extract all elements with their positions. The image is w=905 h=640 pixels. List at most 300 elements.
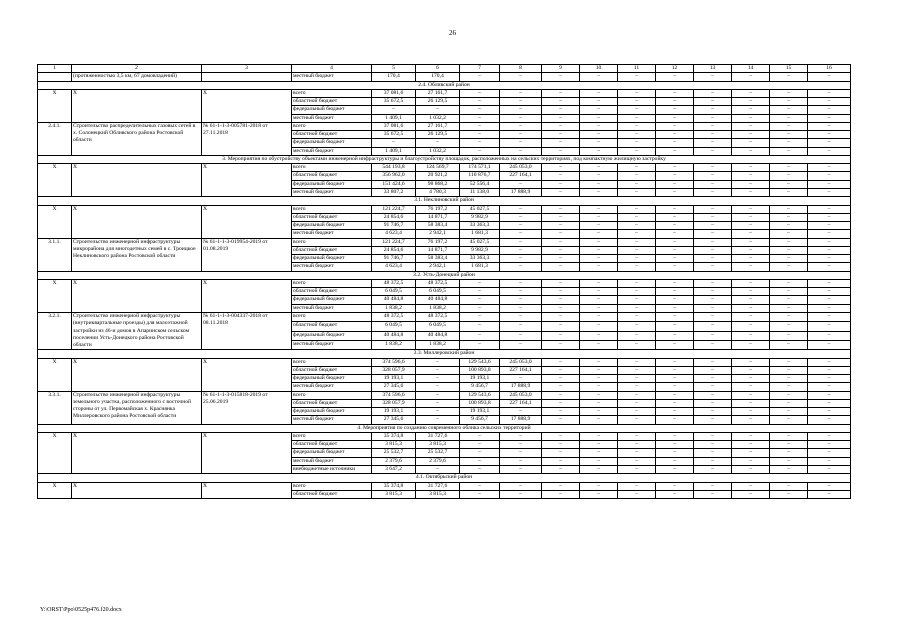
amount-cell: –: [542, 331, 580, 340]
amount-cell: –: [808, 391, 851, 399]
amount-cell: –: [656, 279, 694, 287]
amount-cell: –: [732, 358, 770, 366]
amount-cell: –: [770, 279, 808, 287]
section-title: 3.3. Миллеровский район: [38, 350, 851, 358]
amount-cell: –: [656, 408, 694, 416]
amount-cell: –: [732, 312, 770, 321]
amount-cell: –: [808, 205, 851, 213]
amount-cell: –: [500, 490, 542, 498]
amount-cell: –: [416, 375, 460, 383]
amount-cell: –: [808, 147, 851, 155]
column-number-cell: 11: [618, 65, 656, 73]
amount-cell: –: [656, 482, 694, 490]
amount-cell: –: [770, 312, 808, 321]
amount-cell: 91 746,7: [372, 255, 416, 263]
amount-cell: –: [808, 246, 851, 254]
amount-cell: 35 374,8: [372, 482, 416, 490]
amount-cell: 1 681,3: [460, 263, 500, 271]
amount-cell: –: [770, 230, 808, 238]
amount-cell: 3 815,3: [372, 441, 416, 449]
amount-cell: –: [500, 288, 542, 296]
funding-source: областной бюджет: [292, 441, 372, 449]
amount-cell: –: [542, 482, 580, 490]
funding-source: областной бюджет: [292, 399, 372, 407]
amount-cell: –: [500, 230, 542, 238]
amount-cell: –: [770, 180, 808, 188]
amount-cell: –: [732, 482, 770, 490]
amount-cell: –: [656, 98, 694, 106]
amount-cell: 1 681,3: [460, 230, 500, 238]
column-number-cell: 1: [38, 65, 72, 73]
amount-cell: –: [372, 139, 416, 147]
amount-cell: 1 409,1: [372, 114, 416, 122]
amount-cell: –: [732, 288, 770, 296]
amount-cell: 27 161,7: [416, 89, 460, 97]
amount-cell: –: [416, 139, 460, 147]
section-row: [38, 424, 851, 432]
amount-cell: 328 057,9: [372, 399, 416, 407]
object-name: Х: [72, 432, 202, 473]
amount-cell: –: [770, 89, 808, 97]
amount-cell: –: [580, 238, 618, 246]
funding-source: областной бюджет: [292, 213, 372, 221]
expertise-conclusion: № 61-1-1-3-019954-2019 от 01.08.2019: [202, 238, 292, 271]
funding-source: федеральный бюджет: [292, 331, 372, 340]
amount-cell: –: [618, 255, 656, 263]
amount-cell: –: [694, 416, 732, 424]
funding-source: федеральный бюджет: [292, 408, 372, 416]
amount-cell: –: [694, 255, 732, 263]
table-row: [38, 238, 851, 246]
amount-cell: –: [542, 304, 580, 312]
amount-cell: –: [694, 106, 732, 114]
amount-cell: 19 193,1: [372, 375, 416, 383]
section-row: [38, 474, 851, 482]
amount-cell: –: [460, 114, 500, 122]
amount-cell: 9 982,9: [460, 213, 500, 221]
amount-cell: 26 129,5: [416, 98, 460, 106]
amount-cell: 544 193,8: [372, 164, 416, 172]
section-row: [38, 81, 851, 89]
amount-cell: 76 197,2: [416, 205, 460, 213]
amount-cell: –: [770, 238, 808, 246]
amount-cell: –: [808, 416, 851, 424]
amount-cell: 356 962,0: [372, 172, 416, 180]
object-name: Строительство инженерной инфраструктуры микрорайона для многодетных семей в с. Троицкое Неклиновского района Ростовской области: [72, 238, 202, 271]
amount-cell: 4 623,4: [372, 263, 416, 271]
amount-cell: 19 193,1: [460, 408, 500, 416]
amount-cell: –: [694, 279, 732, 287]
amount-cell: –: [732, 98, 770, 106]
amount-cell: –: [732, 391, 770, 399]
amount-cell: 110 876,7: [460, 172, 500, 180]
amount-cell: –: [770, 383, 808, 391]
amount-cell: –: [770, 147, 808, 155]
amount-cell: –: [542, 213, 580, 221]
amount-cell: –: [460, 98, 500, 106]
amount-cell: –: [460, 106, 500, 114]
amount-cell: –: [732, 255, 770, 263]
amount-cell: –: [732, 416, 770, 424]
amount-cell: 37 081,6: [372, 122, 416, 130]
amount-cell: –: [542, 131, 580, 139]
object-name: Х: [72, 89, 202, 122]
amount-cell: –: [808, 213, 851, 221]
amount-cell: –: [500, 296, 542, 304]
table-row: [38, 122, 851, 130]
amount-cell: –: [500, 375, 542, 383]
header-row: [38, 65, 851, 73]
amount-cell: –: [694, 466, 732, 474]
amount-cell: –: [542, 432, 580, 440]
section-row: [38, 271, 851, 279]
amount-cell: 374 596,6: [372, 391, 416, 399]
amount-cell: –: [656, 312, 694, 321]
funding-source: областной бюджет: [292, 98, 372, 106]
amount-cell: –: [732, 213, 770, 221]
table-row: [38, 279, 851, 287]
row-number: Х: [38, 164, 72, 197]
expertise-conclusion: Х: [202, 89, 292, 122]
amount-cell: –: [808, 340, 851, 349]
amount-cell: –: [770, 416, 808, 424]
row-number: Х: [38, 482, 72, 499]
amount-cell: 91 746,7: [372, 222, 416, 230]
amount-cell: –: [732, 139, 770, 147]
funding-source: федеральный бюджет: [292, 222, 372, 230]
amount-cell: 40 484,8: [416, 331, 460, 340]
amount-cell: –: [542, 358, 580, 366]
amount-cell: –: [500, 122, 542, 130]
amount-cell: –: [808, 296, 851, 304]
amount-cell: –: [732, 122, 770, 130]
amount-cell: –: [618, 366, 656, 374]
amount-cell: –: [460, 304, 500, 312]
amount-cell: –: [580, 466, 618, 474]
amount-cell: –: [542, 383, 580, 391]
amount-cell: –: [542, 106, 580, 114]
amount-cell: –: [500, 279, 542, 287]
amount-cell: 9 982,9: [460, 246, 500, 254]
funding-source: всего: [292, 358, 372, 366]
row-number: Х: [38, 358, 72, 391]
funding-source: местный бюджет: [292, 416, 372, 424]
funding-source: областной бюджет: [292, 366, 372, 374]
amount-cell: –: [732, 246, 770, 254]
amount-cell: 1 838,2: [372, 304, 416, 312]
amount-cell: –: [656, 238, 694, 246]
amount-cell: –: [808, 375, 851, 383]
expertise-conclusion: Х: [202, 205, 292, 238]
amount-cell: –: [694, 482, 732, 490]
amount-cell: –: [580, 89, 618, 97]
amount-cell: –: [542, 322, 580, 331]
amount-cell: –: [732, 131, 770, 139]
amount-cell: –: [580, 432, 618, 440]
amount-cell: –: [460, 147, 500, 155]
amount-cell: –: [770, 391, 808, 399]
amount-cell: –: [656, 230, 694, 238]
funding-source: всего: [292, 164, 372, 172]
funding-source: областной бюджет: [292, 322, 372, 331]
funding-source: всего: [292, 432, 372, 440]
expertise-conclusion: Х: [202, 432, 292, 473]
amount-cell: –: [542, 164, 580, 172]
amount-cell: –: [500, 98, 542, 106]
object-name: Строительство инженерной инфраструктуры земельного участка, расположенного с восточной стороны от ул. Первомайская х. Краснянка Миллеровского района Ростовской области: [72, 391, 202, 424]
amount-cell: –: [656, 114, 694, 122]
amount-cell: –: [580, 164, 618, 172]
amount-cell: –: [542, 288, 580, 296]
amount-cell: –: [694, 296, 732, 304]
amount-cell: –: [416, 399, 460, 407]
amount-cell: 27 345,6: [372, 416, 416, 424]
amount-cell: 2 942,1: [416, 230, 460, 238]
amount-cell: –: [580, 263, 618, 271]
amount-cell: 121 224,7: [372, 205, 416, 213]
row-number: 3.1.1.: [38, 238, 72, 271]
amount-cell: –: [580, 312, 618, 321]
amount-cell: –: [694, 383, 732, 391]
amount-cell: –: [542, 188, 580, 196]
amount-cell: –: [770, 288, 808, 296]
amount-cell: –: [694, 399, 732, 407]
amount-cell: –: [500, 222, 542, 230]
amount-cell: 227 164,1: [500, 399, 542, 407]
amount-cell: –: [732, 238, 770, 246]
amount-cell: –: [694, 222, 732, 230]
amount-cell: 3 815,3: [372, 490, 416, 498]
amount-cell: –: [460, 441, 500, 449]
amount-cell: –: [618, 106, 656, 114]
amount-cell: –: [500, 331, 542, 340]
funding-source: местный бюджет: [292, 263, 372, 271]
amount-cell: 2 942,1: [416, 263, 460, 271]
amount-cell: –: [580, 331, 618, 340]
amount-cell: 24 854,6: [372, 213, 416, 221]
amount-cell: 1 838,2: [416, 304, 460, 312]
amount-cell: –: [542, 312, 580, 321]
amount-cell: –: [770, 188, 808, 196]
amount-cell: 48 372,5: [416, 279, 460, 287]
amount-cell: –: [618, 391, 656, 399]
amount-cell: –: [808, 114, 851, 122]
amount-cell: –: [542, 457, 580, 465]
amount-cell: –: [500, 312, 542, 321]
amount-cell: –: [500, 106, 542, 114]
amount-cell: –: [580, 482, 618, 490]
amount-cell: –: [580, 304, 618, 312]
amount-cell: –: [460, 73, 500, 81]
amount-cell: –: [580, 230, 618, 238]
amount-cell: –: [580, 122, 618, 130]
amount-cell: –: [656, 89, 694, 97]
amount-cell: 1 032,2: [416, 147, 460, 155]
amount-cell: –: [808, 255, 851, 263]
amount-cell: –: [500, 73, 542, 81]
amount-cell: –: [770, 106, 808, 114]
amount-cell: –: [808, 172, 851, 180]
amount-cell: –: [770, 441, 808, 449]
amount-cell: –: [770, 466, 808, 474]
amount-cell: –: [770, 222, 808, 230]
amount-cell: –: [580, 188, 618, 196]
amount-cell: –: [542, 279, 580, 287]
amount-cell: –: [808, 122, 851, 130]
amount-cell: 58 383,4: [416, 222, 460, 230]
amount-cell: –: [460, 490, 500, 498]
amount-cell: –: [656, 331, 694, 340]
amount-cell: –: [656, 296, 694, 304]
amount-cell: –: [618, 490, 656, 498]
amount-cell: 4 780,3: [416, 188, 460, 196]
amount-cell: –: [580, 139, 618, 147]
amount-cell: –: [500, 432, 542, 440]
amount-cell: 1 838,2: [372, 340, 416, 349]
amount-cell: –: [694, 205, 732, 213]
expertise-conclusion: Х: [202, 279, 292, 312]
amount-cell: –: [542, 246, 580, 254]
amount-cell: –: [618, 230, 656, 238]
amount-cell: –: [732, 147, 770, 155]
amount-cell: –: [656, 366, 694, 374]
amount-cell: –: [500, 255, 542, 263]
amount-cell: 9 456,7: [460, 416, 500, 424]
amount-cell: –: [732, 205, 770, 213]
amount-cell: –: [808, 106, 851, 114]
amount-cell: –: [618, 399, 656, 407]
amount-cell: –: [542, 399, 580, 407]
column-number-cell: 16: [808, 65, 851, 73]
expertise-conclusion: № 61-1-1-3-004337-2018 от 08.11.2018: [202, 312, 292, 349]
amount-cell: –: [808, 383, 851, 391]
amount-cell: 45 027,5: [460, 205, 500, 213]
amount-cell: –: [580, 399, 618, 407]
amount-cell: –: [694, 441, 732, 449]
amount-cell: –: [500, 466, 542, 474]
amount-cell: –: [500, 238, 542, 246]
amount-cell: –: [656, 399, 694, 407]
amount-cell: –: [542, 139, 580, 147]
table-row: [38, 358, 851, 366]
amount-cell: –: [694, 288, 732, 296]
amount-cell: –: [808, 188, 851, 196]
amount-cell: 52 556,4: [460, 180, 500, 188]
section-row: [38, 155, 851, 163]
amount-cell: –: [656, 441, 694, 449]
object-name: Х: [72, 205, 202, 238]
amount-cell: –: [694, 172, 732, 180]
amount-cell: –: [542, 222, 580, 230]
column-number-cell: 9: [542, 65, 580, 73]
amount-cell: –: [694, 375, 732, 383]
amount-cell: –: [618, 288, 656, 296]
amount-cell: –: [732, 188, 770, 196]
funding-source: местный бюджет: [292, 457, 372, 465]
amount-cell: –: [694, 408, 732, 416]
amount-cell: –: [808, 408, 851, 416]
amount-cell: –: [542, 98, 580, 106]
amount-cell: –: [732, 322, 770, 331]
amount-cell: –: [732, 366, 770, 374]
funding-source: федеральный бюджет: [292, 449, 372, 457]
page-number: 26: [449, 29, 456, 37]
amount-cell: –: [500, 213, 542, 221]
amount-cell: 3 815,3: [416, 441, 460, 449]
amount-cell: –: [694, 114, 732, 122]
amount-cell: –: [694, 263, 732, 271]
amount-cell: 1 409,1: [372, 147, 416, 155]
amount-cell: –: [580, 114, 618, 122]
amount-cell: –: [770, 139, 808, 147]
amount-cell: –: [460, 131, 500, 139]
amount-cell: 129 543,6: [460, 358, 500, 366]
amount-cell: –: [618, 263, 656, 271]
amount-cell: –: [460, 482, 500, 490]
amount-cell: 4 623,4: [372, 230, 416, 238]
amount-cell: –: [694, 180, 732, 188]
row-number: 3.3.1.: [38, 391, 72, 424]
amount-cell: –: [416, 358, 460, 366]
amount-cell: –: [580, 73, 618, 81]
amount-cell: –: [580, 391, 618, 399]
amount-cell: –: [732, 432, 770, 440]
object-name: Х: [72, 482, 202, 499]
funding-source: внебюджетные источники: [292, 466, 372, 474]
amount-cell: –: [770, 304, 808, 312]
amount-cell: –: [460, 312, 500, 321]
amount-cell: –: [770, 432, 808, 440]
amount-cell: –: [770, 408, 808, 416]
amount-cell: –: [416, 416, 460, 424]
funding-source: федеральный бюджет: [292, 375, 372, 383]
amount-cell: –: [580, 490, 618, 498]
object-name: (протяженностью 3,5 км, 67 домовладений): [72, 73, 202, 81]
amount-cell: –: [770, 73, 808, 81]
amount-cell: –: [500, 482, 542, 490]
amount-cell: –: [618, 408, 656, 416]
amount-cell: –: [770, 340, 808, 349]
amount-cell: –: [770, 122, 808, 130]
amount-cell: –: [732, 222, 770, 230]
object-name: Х: [72, 279, 202, 312]
amount-cell: –: [580, 147, 618, 155]
amount-cell: –: [656, 222, 694, 230]
amount-cell: –: [808, 139, 851, 147]
amount-cell: –: [542, 147, 580, 155]
row-number: Х: [38, 432, 72, 473]
funding-source: всего: [292, 482, 372, 490]
amount-cell: –: [460, 331, 500, 340]
amount-cell: –: [542, 122, 580, 130]
amount-cell: –: [808, 238, 851, 246]
amount-cell: –: [618, 222, 656, 230]
object-name: Строительство распределительных газовых сетей в х. Солонецкий Обливского района Ростовской области: [72, 122, 202, 155]
amount-cell: –: [618, 304, 656, 312]
amount-cell: –: [732, 89, 770, 97]
amount-cell: 25 532,7: [416, 449, 460, 457]
amount-cell: –: [694, 230, 732, 238]
funding-source: федеральный бюджет: [292, 180, 372, 188]
column-number-cell: 12: [656, 65, 694, 73]
amount-cell: 227 164,1: [500, 366, 542, 374]
amount-cell: –: [694, 213, 732, 221]
amount-cell: –: [618, 383, 656, 391]
amount-cell: 33 363,3: [460, 222, 500, 230]
amount-cell: –: [580, 279, 618, 287]
amount-cell: –: [770, 172, 808, 180]
object-name: Строительство инженерной инфраструктуры (внутриквартальные проезды) для малоэтажной застройки из 46-и домов в Апаринском сельском поселении Усть-Донецкого района Ростовской области: [72, 312, 202, 349]
